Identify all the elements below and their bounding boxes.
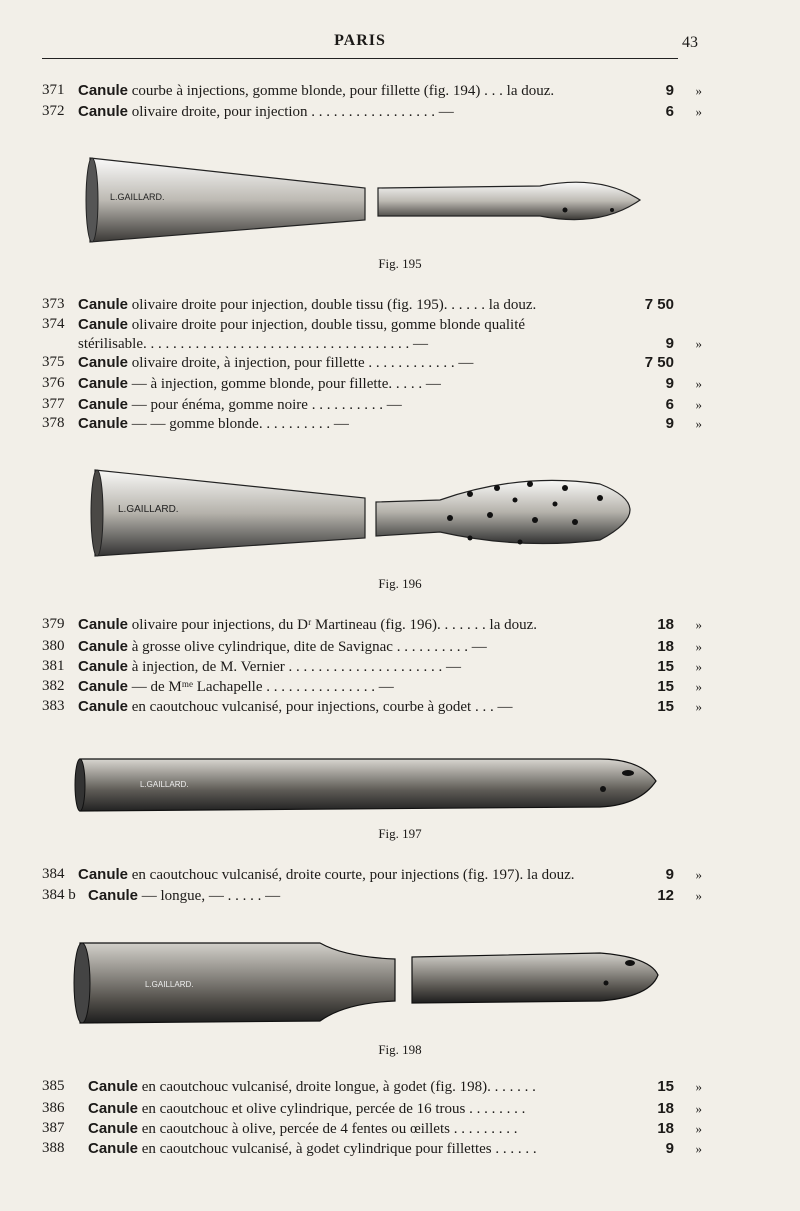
entry-description: à grosse olive cylindrique, dite de Savignac . . . . . . . . . . — [128, 639, 487, 655]
entry-description: en caoutchouc vulcanisé, droite longue, à godet (fig. 198). . . . . . . [138, 1079, 536, 1095]
catalog-entry [42, 394, 702, 415]
entry-price: 18 [657, 1100, 674, 1117]
brand-mark: L.GAILLARD. [145, 980, 194, 989]
entry-price: 9 [665, 82, 674, 99]
entry-description: en caoutchouc et olive cylindrique, percée de 16 trous . . . . . . . . [138, 1101, 526, 1117]
entry-term: Canule [88, 1120, 139, 1137]
entry-number: 384 b [42, 887, 76, 903]
entry-mark: » [695, 1141, 702, 1156]
entry-term: Canule [88, 1078, 139, 1095]
entry-number: 381 [42, 658, 65, 674]
entry-term: Canule [78, 698, 129, 715]
entry-description: — de Mᵐᵉ Lachapelle . . . . . . . . . . . . . . . — [128, 679, 394, 695]
entry-price: 6 [665, 103, 674, 120]
brand-mark: L.GAILLARD. [140, 780, 189, 789]
entry-description: olivaire droite, à injection, pour fillette . . . . . . . . . . . . — [128, 355, 474, 371]
entry-price: 18 [657, 1120, 674, 1137]
entry-price: 12 [657, 887, 674, 904]
entry-mark: » [695, 699, 702, 714]
entry-term: Canule [78, 316, 129, 333]
entry-text [78, 614, 638, 636]
entry-description: olivaire pour injections, du Dʳ Martineau (fig. 196). . . . . . . la douz. [128, 617, 538, 633]
catalog-entry [42, 636, 702, 657]
entry-text [78, 294, 638, 316]
entry-text [78, 636, 638, 658]
entry-text [88, 1118, 648, 1140]
entry-price: 7 50 [644, 354, 674, 371]
entry-term: Canule [88, 1140, 139, 1157]
entry-term: Canule [78, 396, 129, 413]
entry-text [88, 1076, 648, 1098]
catalog-entry [42, 696, 702, 717]
entry-mark: » [695, 397, 702, 412]
catalog-entry [42, 294, 702, 315]
entry-number: 375 [42, 354, 65, 370]
entry-mark: » [695, 639, 702, 654]
entry-term: Canule [78, 638, 129, 655]
entry-term: Canule [78, 82, 129, 99]
entry-price: 7 50 [644, 296, 674, 313]
entry-description: courbe à injections, gomme blonde, pour fillette (fig. 194) . . . la douz. [128, 83, 555, 99]
entry-text [78, 80, 638, 102]
entry-price: 18 [657, 616, 674, 633]
entry-description: en caoutchouc vulcanisé, droite courte, pour injections (fig. 197). la douz. [128, 867, 575, 883]
catalog-entry [42, 413, 702, 434]
entry-description: en caoutchouc vulcanisé, pour injections, courbe à godet . . . — [128, 699, 513, 715]
entry-description: — à injection, gomme blonde, pour fillette. . . . . — [128, 376, 441, 392]
entry-mark: » [695, 1101, 702, 1116]
catalog-entry [42, 676, 702, 697]
catalog-entry [42, 1076, 702, 1097]
entry-number: 374 [42, 316, 65, 332]
entry-term: Canule [78, 296, 129, 313]
entry-mark: » [695, 679, 702, 694]
entry-description: olivaire droite, pour injection . . . . . . . . . . . . . . . . . — [128, 104, 454, 120]
entry-number: 383 [42, 698, 65, 714]
catalog-entry [42, 373, 702, 394]
entry-text [78, 696, 638, 718]
entry-description: — pour énéma, gomme noire . . . . . . . . . . — [128, 397, 402, 413]
entry-text [88, 1098, 648, 1120]
catalog-entry [42, 101, 702, 122]
entry-price: 9 [665, 866, 674, 883]
entry-number: 373 [42, 296, 65, 312]
entry-description: en caoutchouc vulcanisé, à godet cylindrique pour fillettes . . . . . . [138, 1141, 537, 1157]
entry-description: stérilisable. . . . . . . . . . . . . . . . . . . . . . . . . . . . . . . . . . . . — [78, 336, 428, 352]
catalog-entry [42, 352, 702, 373]
entry-description: à injection, de M. Vernier . . . . . . . . . . . . . . . . . . . . . — [128, 659, 462, 675]
entry-term: Canule [78, 354, 129, 371]
entry-price: 9 [665, 375, 674, 392]
entry-number: 372 [42, 103, 65, 119]
brand-mark: L.GAILLARD. [110, 192, 165, 202]
entry-text [78, 352, 638, 374]
page-header [42, 30, 698, 59]
cannula-illustration [0, 150, 800, 250]
entry-term: Canule [78, 415, 129, 432]
entry-number: 384 [42, 866, 65, 882]
entry-text [78, 864, 638, 886]
entry-term: Canule [78, 866, 129, 883]
catalog-entry [42, 656, 702, 677]
entry-description: en caoutchouc à olive, percée de 4 fentes ou œillets . . . . . . . . . [138, 1121, 518, 1137]
figure-198 [0, 935, 800, 1035]
catalog-entry [42, 80, 702, 101]
entry-number: 380 [42, 638, 65, 654]
entry-number: 385 [42, 1078, 65, 1094]
entry-text [88, 1138, 648, 1160]
entry-description: olivaire droite pour injection, double tissu, gomme blonde qualité [128, 317, 526, 333]
entry-mark: » [695, 659, 702, 674]
entry-term: Canule [78, 103, 129, 120]
cannula-illustration [0, 745, 800, 825]
entry-price: 9 [665, 415, 674, 432]
figure-196 [0, 460, 800, 560]
entry-mark: » [695, 617, 702, 632]
figure-caption: Fig. 197 [378, 826, 422, 841]
cannula-illustration [0, 935, 800, 1035]
entry-mark: » [695, 888, 702, 903]
cannula-illustration [0, 460, 800, 560]
brand-mark: L.GAILLARD. [118, 504, 179, 515]
entry-number: 378 [42, 415, 65, 431]
entry-description: — longue, — . . . . . — [138, 888, 281, 904]
entry-price: 15 [657, 678, 674, 695]
entry-term: Canule [78, 678, 129, 695]
entry-mark: » [695, 83, 702, 98]
entry-number: 387 [42, 1120, 65, 1136]
entry-text [78, 676, 638, 698]
entry-mark: » [695, 416, 702, 431]
entry-term: Canule [78, 658, 129, 675]
entry-price: 15 [657, 658, 674, 675]
entry-text [88, 885, 648, 907]
entry-description: olivaire droite pour injection, double tissu (fig. 195). . . . . . la douz. [128, 297, 537, 313]
entry-term: Canule [88, 887, 139, 904]
catalog-entry [42, 614, 702, 635]
entry-price: 15 [657, 1078, 674, 1095]
entry-mark: » [695, 1121, 702, 1136]
entry-mark: » [695, 336, 702, 351]
entry-term: Canule [78, 375, 129, 392]
catalog-entry [42, 314, 702, 335]
entry-term: Canule [78, 616, 129, 633]
entry-text [78, 656, 638, 678]
entry-price: 15 [657, 698, 674, 715]
entry-mark: » [695, 867, 702, 882]
entry-price: 9 [665, 335, 674, 352]
entry-mark: » [695, 104, 702, 119]
entry-price: 9 [665, 1140, 674, 1157]
figure-197 [0, 745, 800, 825]
catalog-entry [42, 885, 702, 906]
page-number: 43 [682, 34, 698, 51]
catalog-entry [42, 1138, 702, 1159]
entry-number: 376 [42, 375, 65, 391]
figure-caption: Fig. 198 [378, 1042, 422, 1057]
entry-number: 382 [42, 678, 65, 694]
entry-text [78, 413, 638, 435]
entry-number: 386 [42, 1100, 65, 1116]
entry-price: 18 [657, 638, 674, 655]
catalog-entry-continuation [42, 333, 702, 354]
entry-number: 388 [42, 1140, 65, 1156]
figure-195 [0, 150, 800, 250]
catalog-entry [42, 1118, 702, 1139]
page-title: PARIS [334, 32, 386, 49]
entry-text [78, 101, 638, 123]
entry-description: — — gomme blonde. . . . . . . . . . — [128, 416, 349, 432]
entry-term: Canule [88, 1100, 139, 1117]
entry-number: 377 [42, 396, 65, 412]
entry-mark: » [695, 1079, 702, 1094]
figure-caption: Fig. 195 [378, 256, 422, 271]
entry-text [78, 373, 638, 395]
catalog-entry [42, 1098, 702, 1119]
entry-mark: » [695, 376, 702, 391]
catalog-entry [42, 864, 702, 885]
figure-caption: Fig. 196 [378, 576, 422, 591]
entry-number: 371 [42, 82, 65, 98]
entry-price: 6 [665, 396, 674, 413]
entry-number: 379 [42, 616, 65, 632]
